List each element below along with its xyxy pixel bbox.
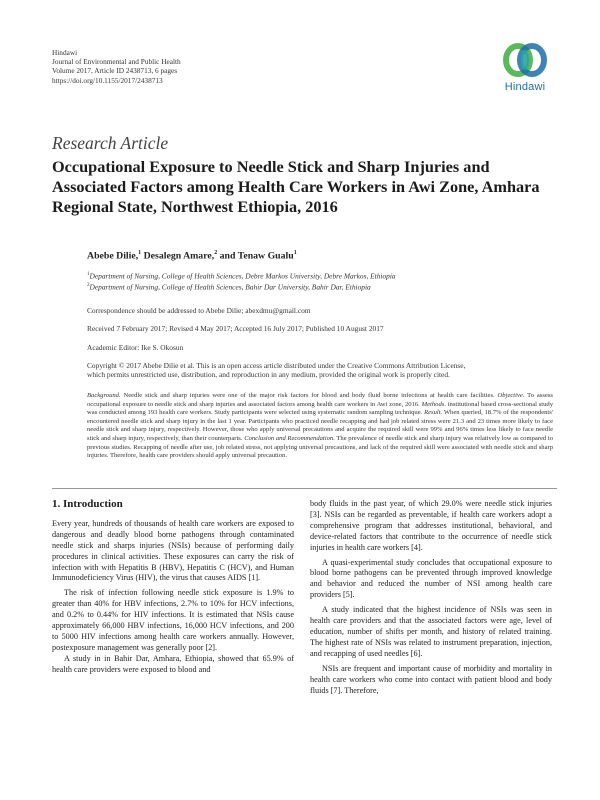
abstract-label: Result. <box>424 409 443 417</box>
abstract-text: The prevalence of needle stick and sharp injury was relatively low as compared to previous studies. Recapping of needle after use, job related stress, not applying universal precautions, and lack of the required skill were associated with needle stick and sharp injuries. Therefore, health care providers should apply universal precaution. <box>87 434 553 460</box>
journal-name: Journal of Environmental and Public Health <box>52 57 181 67</box>
body-paragraph: A study in in Bahir Dar, Amhara, Ethiopia, showed that 65.9% of health care providers were exposed to blood and <box>52 653 294 674</box>
body-paragraph: A study indicated that the highest incidence of NSIs was seen in health care providers and that the associated factors were age, level of education, number of shifts per month, and history of related training. The highest rate of NSIs was related to instrument preparation, injection, and recapping of used needles [6]. <box>310 605 552 658</box>
author-name: and Tenaw Gualu <box>219 250 294 262</box>
abstract-label: Methods. <box>421 400 446 408</box>
body-paragraph: Every year, hundreds of thousands of health care workers are exposed to dangerous and deadly blood borne pathogens through contaminated needle stick and sharps injuries (NSIs) because of performing daily procedures in clinical activities. These exposures can carry the risk of infection with with Hepatitis B (HBV), Hepatitis C (HCV), and Human Immunodeficiency Virus (HIV), the virus that causes AIDS [1]. <box>52 518 294 583</box>
author-name: Abebe Dilie, <box>87 250 139 262</box>
abstract-text: When queried, 18.7% of the respondents' encountered needle stick and sharp injury in the last 1 year. Participants who practiced needle recapping and had job related stress were 21.3 and 23 times more likely to face needle stick and sharp injury, respectively. However, those who apply universal precautions and acquire the required skill were 99% and 96% times less likely to face needle stick and sharp injury, respectively, than their counterparts. <box>87 409 554 442</box>
academic-editor: Academic Editor: Ike S. Okosun <box>87 343 184 352</box>
abstract-label: Objective. <box>497 392 525 399</box>
affiliation: $^1$Department of Nursing, College of Health Sciences, Debre Markos University, Debre Markos, Ethiopia <box>87 271 396 281</box>
correspondence: Correspondence should be addressed to Abebe Dilie; abexdmu@gmail.com <box>87 306 311 315</box>
abstract-label: Background. <box>87 392 121 399</box>
journal-volume: Volume 2017, Article ID 2438713, 6 pages <box>52 66 178 76</box>
article-title: Occupational Exposure to Needle Stick and Sharp Injuries and Associated Factors among Health Care Workers in Awi Zone, Amhara Regional State, Northwest Ethiopia, 2016 <box>52 157 540 216</box>
article-type: Research Article <box>52 133 169 153</box>
body-paragraph: NSIs are frequent and important cause of morbidity and mortality in health care workers who come into contact with patient blood and body fluids [7]. Therefore, <box>310 663 552 695</box>
author-affiliation-mark: 2 <box>214 250 218 256</box>
body-paragraph: body fluids in the past year, of which 29.0% were needle stick injuries [3]. NSIs can be regarded as preventable, if health care workers adopt a comprehensive program that addresses institutional, behavioral, and device-related factors that contribute to the occurrence of needle stick injuries in health care workers [4]. <box>310 499 552 552</box>
abstract-text: institutional based cross-sectional study was conducted among 193 health care workers. Study participants were selected using systematic random sampling technique. <box>87 400 554 417</box>
affiliation: $^2$Department of Nursing, College of Health Sciences, Bahir Dar University, Bahir Dar, Ethiopia <box>87 282 371 292</box>
journal-doi[interactable]: https://doi.org/10.1155/2017/2438713 <box>52 75 163 85</box>
body-column-left <box>52 499 294 676</box>
publication-dates: Received 7 February 2017; Revised 4 May 2017; Accepted 16 July 2017; Published 10 August 2017 <box>87 324 384 333</box>
body-paragraph: A quasi-experimental study concludes that occupational exposure to blood borne pathogens can be prevented through improved knowledge and behavior and reduced the number of NSI among health care providers [5]. <box>310 557 552 600</box>
publisher-name: Hindawi <box>52 48 78 57</box>
abstract-text: Needle stick and sharp injuries were one of the major risk factors for blood and body fluid borne infections at health care facilities. <box>120 392 498 399</box>
author-affiliation-mark: 1 <box>293 250 297 256</box>
abstract-text: To assess occupational exposure to needle stick and sharp injuries and associated factors among health care workers in Awi zone, 2016. <box>87 392 553 408</box>
author-affiliation-mark: 1 <box>138 250 142 256</box>
journal-info <box>52 48 181 85</box>
logo-text: Hindawi <box>504 81 546 93</box>
section-divider <box>52 488 557 489</box>
abstract-label: Conclusion and Recommendation. <box>244 434 335 442</box>
author-list <box>87 250 297 261</box>
hindawi-logo[interactable] <box>494 40 556 93</box>
copyright-notice: Copyright © 2017 Abebe Dilie et al. This is an open access article distributed under the Creative Commons Attribution License, which permits unrestricted use, distribution, and reproduction in any medium, provided the original work is properly cited. <box>87 361 466 380</box>
body-column-right <box>310 499 552 696</box>
body-paragraph: The risk of infection following needle stick exposure is 1.9% to greater than 40% for HBV infections, 2.7% to 10% for HCV infections, and 0.2% to 0.44% for HIV infections. It is estimated that NSIs cause approximately 66,000 HBV infections, 16,000 HCV infections, and 200 to 5000 HIV infections among health care workers annually. However, postexposure management was generally poor [2]. <box>52 588 294 652</box>
section-heading: 1. Introduction <box>52 498 123 510</box>
hindawi-logo-icon <box>503 40 547 80</box>
affiliations <box>87 270 557 292</box>
abstract <box>87 392 553 461</box>
author-name: Desalegn Amare, <box>143 250 215 262</box>
